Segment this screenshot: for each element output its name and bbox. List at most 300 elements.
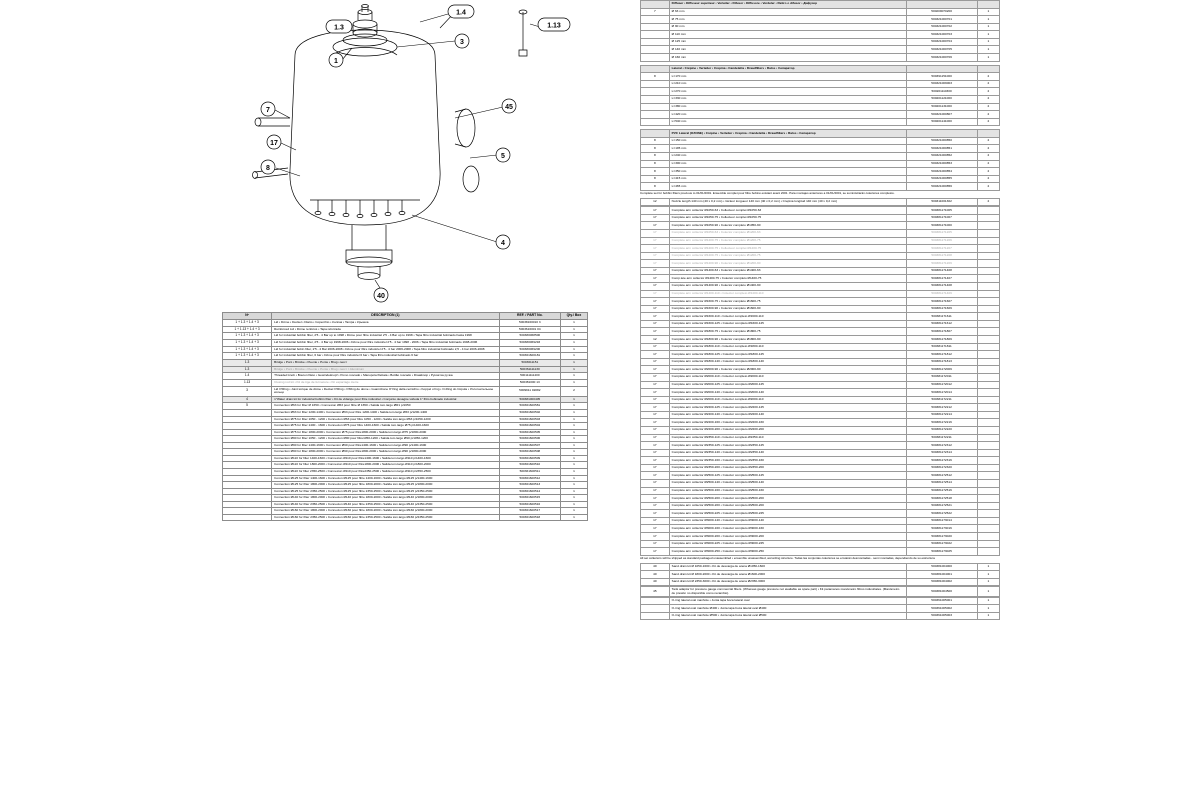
- item-reference: 500381171007: [906, 214, 977, 222]
- part-qty: 1: [560, 423, 587, 430]
- part-qty: 1: [560, 379, 587, 386]
- diffuser-table: [640, 0, 1000, 62]
- table-row: [641, 31, 1000, 39]
- table-row: [641, 38, 1000, 46]
- item-description: L=350 mm: [669, 168, 906, 176]
- item-description: Complete arm collector Ø3000-140 • Colector completo Ø3000-140: [669, 517, 906, 525]
- table-row: [641, 540, 1000, 548]
- item-qty: [977, 404, 999, 412]
- col-description: DESCRIPTION (1): [272, 313, 500, 320]
- item-description: Complete arm collector Ø1400-110 • Colector completo Ø1400-110: [669, 290, 906, 298]
- part-qty: 1: [560, 326, 587, 333]
- item-qty: [977, 229, 999, 237]
- svg-text:1.13: 1.13: [547, 22, 561, 30]
- item-description: Complete arm collector Ø3000-250 • Colector completo Ø3000-250: [669, 548, 906, 556]
- item-reference: 500381171208: [906, 252, 977, 260]
- table-row: [641, 351, 1000, 359]
- table-row: [641, 517, 1000, 525]
- part-qty: 1: [560, 455, 587, 462]
- item-description: Complete arm collector Ø2500-200 • Colector completo Ø2500-200: [669, 502, 906, 510]
- table-row: [641, 419, 1000, 427]
- item-qty: 1: [977, 54, 999, 62]
- table-row: [641, 533, 1000, 541]
- part-qty: 1: [560, 482, 587, 489]
- part-reference: 500380069293: [499, 339, 560, 346]
- table-row: [641, 366, 1000, 374]
- item-qty: 1: [977, 23, 999, 31]
- svg-text:7: 7: [266, 107, 270, 114]
- part-qty: 1: [560, 366, 587, 373]
- item-number: 17: [641, 548, 670, 556]
- part-description: Connection Ø140 for filter 1800-2000 • Connexion Ø140 pour filtre 1800-2000 • Salida tom.largo Ø140 p/1800-2000: [272, 495, 500, 502]
- item-reference: 500381172518: [906, 495, 977, 503]
- item-number: [641, 118, 670, 126]
- part-number: 1 + 1.13 + 1.4 + 3: [223, 326, 272, 333]
- table-row: [641, 237, 1000, 245]
- item-description: Complete arm collector Ø1600-110 • Colector completo Ø1600-110: [669, 313, 906, 321]
- part-reference: 500111111400: [499, 373, 560, 380]
- part-description: Connection Ø90 for filter 1050 - 1200 • Connexion Ø90 pour filtre1050-1200 • Salida tom.largo Ø90 p/1050-1200: [272, 436, 500, 443]
- table-row: [641, 290, 1000, 298]
- item-qty: 2: [977, 175, 999, 183]
- oring-table: [640, 597, 1000, 621]
- item-qty: 2: [977, 103, 999, 111]
- table-row: [641, 152, 1000, 160]
- item-number: 17: [641, 245, 670, 253]
- table-row: [641, 118, 1000, 126]
- item-description: Complete arm collector Ø1400-63 • Colector completo Ø1400-63: [669, 267, 906, 275]
- table-row: [641, 222, 1000, 230]
- part-qty: 1: [560, 429, 587, 436]
- item-reference: 500381172312: [906, 442, 977, 450]
- part-description: Lid for industrial bobin filter, 2'5 - 4 Bar 2006-2008 • Dôme pour filtre industriel 2'5 - 4 bar 2006-2008 • Tapa filtro industrial bobinado 2,5 - 4 bar 2006-2008: [272, 346, 500, 353]
- item-description: Complete arm collector Ø2500-125 • Colector completo Ø2500-125: [669, 472, 906, 480]
- item-number: 17: [641, 517, 670, 525]
- item-description: Complete arm collector Ø1200-75 • Colector completo Ø1200-75: [669, 252, 906, 260]
- part-qty: 1: [560, 488, 587, 495]
- table-row: [223, 403, 588, 410]
- item-number: 17: [641, 449, 670, 457]
- item-reference: 500321000854: [906, 168, 977, 176]
- item-qty: 2: [977, 73, 999, 81]
- item-reference: 500381172011: [906, 373, 977, 381]
- part-qty: 1: [560, 449, 587, 456]
- part-qty: 1: [560, 462, 587, 469]
- item-number: [641, 605, 670, 613]
- part-description: Connection Ø110 for filter 2350-2500 • Connexion Ø110 pour filtre2350-2500 • Salida tom.largo Ø110 p/2350-2500: [272, 468, 500, 475]
- item-qty: [977, 373, 999, 381]
- item-description: L=465 mm: [669, 183, 906, 191]
- item-description: Complete arm collector Ø2200-125 • Colector completo Ø2200-125: [669, 404, 906, 412]
- item-reference: 500381172314: [906, 449, 977, 457]
- item-description: Complete arm collector Ø2000-140 • Colector completo Ø2000-140: [669, 389, 906, 397]
- item-qty: [977, 245, 999, 253]
- table-row: [641, 389, 1000, 397]
- item-reference: 500381172014: [906, 389, 977, 397]
- part-reference: 500361600181: [499, 353, 560, 360]
- table-row: [641, 328, 1000, 336]
- item-reference: 500381004002: [906, 578, 977, 586]
- part-qty: 1: [560, 333, 587, 340]
- item-reference: 500381171408: [906, 267, 977, 275]
- item-description: Complete arm collector Ø2200-200 • Colector completo Ø2200-200: [669, 426, 906, 434]
- table-row: [641, 214, 1000, 222]
- item-qty: [977, 464, 999, 472]
- item-description: L=300 mm: [669, 160, 906, 168]
- item-number: 17: [641, 419, 670, 427]
- item-number: 17: [641, 487, 670, 495]
- item-qty: [977, 336, 999, 344]
- item-qty: 1: [977, 8, 999, 16]
- item-number: 17: [641, 472, 670, 480]
- table-row: [641, 381, 1000, 389]
- table-row: [223, 514, 588, 521]
- table-row: [641, 95, 1000, 103]
- part-reference: 500361600513: [499, 482, 560, 489]
- part-description: Bridge • Pont • Brücke • Puente • Ponte • Brug • мост: [272, 359, 500, 366]
- item-number: 17: [641, 540, 670, 548]
- svg-text:1.4: 1.4: [456, 9, 466, 17]
- item-reference: 500209070200: [906, 8, 977, 16]
- table-row: [641, 207, 1000, 215]
- item-description: Complete arm collector Ø1400-90 • Colector completo Ø1400-90: [669, 282, 906, 290]
- part-qty: 1: [560, 501, 587, 508]
- item-qty: [977, 267, 999, 275]
- item-reference: 500381171209: [906, 260, 977, 268]
- table-row: [223, 396, 588, 403]
- item-qty: 1: [977, 38, 999, 46]
- item-number: 17: [641, 426, 670, 434]
- item-description: Complete arm collector Ø1600-90 • Colector completo Ø1600-90: [669, 305, 906, 313]
- item-number: 17: [641, 381, 670, 389]
- part-number: 5: [223, 403, 272, 410]
- item-reference: 500381171408: [906, 282, 977, 290]
- part-number: 1.4: [223, 373, 272, 380]
- item-qty: [977, 510, 999, 518]
- part-qty: 1: [560, 353, 587, 360]
- item-reference: 500381173022: [906, 540, 977, 548]
- item-reference: 500381171809: [906, 336, 977, 344]
- part-description: Connection Ø125 for filter 2350-2500 • Connexion Ø125 pour filtre 2350-2500 • Salida tom.largo Ø125 p/2350-2500: [272, 488, 500, 495]
- table-row: [223, 346, 588, 353]
- part-description: Lid • Dôme • Deckel • Diario • Coperchio • Колпак • Tampa • Крышка: [272, 319, 500, 326]
- item-number: 8: [641, 160, 670, 168]
- part-reference: 500361600581: [499, 403, 560, 410]
- item-qty: 2: [977, 118, 999, 126]
- item-description: Complete arm collector Ø2350-200 • Colector completo Ø2350-200: [669, 464, 906, 472]
- reference-listing: [640, 0, 1200, 800]
- item-qty: [977, 449, 999, 457]
- item-description: Complete arm collector Ø1050-75 • Collecteur complet Ø1050-75: [669, 214, 906, 222]
- part-description: Threaded knob • Bouton fileté • Gewindeknopf • Pomo roscado • Manopola filettata • Bottão roscado • Draaiknop • Рукоятка ручка: [272, 373, 500, 380]
- table-row: [641, 245, 1000, 253]
- item-qty: [977, 457, 999, 465]
- item-number: 17: [641, 442, 670, 450]
- part-number: 1 + 1.3 + 1.4 + 3: [223, 319, 272, 326]
- table-row: [641, 80, 1000, 88]
- table-row: [641, 510, 1000, 518]
- part-qty: 1: [560, 468, 587, 475]
- svg-text:40: 40: [377, 293, 385, 300]
- item-qty: [977, 426, 999, 434]
- nozzle-desc: Nozzle length 140 mm (40 x 0,2 mm) • Gicleur longueur 140 mm (40 x 0,2 mm) • Crepina longitud 140 mm (40 x 0,2 mm): [669, 198, 906, 206]
- item-reference: 500201141000: [906, 118, 977, 126]
- item-reference: 500381171813: [906, 358, 977, 366]
- part-reference: 500381000 13: [499, 379, 560, 386]
- item-description: O-ring lateral oval manhole Ø400 • Junta tapa boca lateral oval Ø400: [669, 605, 906, 613]
- part-description: Connection Ø75 for filter 1400 - 1600 • Connexion Ø75 pour filtre 1400-1600 • Salida tom.largo Ø75 p/1400-1600: [272, 423, 500, 430]
- item-qty: [977, 298, 999, 306]
- table-row: [641, 434, 1000, 442]
- part-qty: 1: [560, 339, 587, 346]
- table-row: [641, 313, 1000, 321]
- item-qty: [977, 282, 999, 290]
- item-number: 17: [641, 275, 670, 283]
- part-number: [223, 514, 272, 521]
- part-qty: 1: [560, 359, 587, 366]
- table-row: [641, 597, 1000, 605]
- item-description: Ø 75 mm: [669, 16, 906, 24]
- item-number: 8: [641, 73, 670, 81]
- item-reference: 500381171812: [906, 351, 977, 359]
- item-description: L=170 mm: [669, 73, 906, 81]
- part-reference: 500361600515: [499, 495, 560, 502]
- part-number: 1 + 1.3 + 1.4 + 3: [223, 346, 272, 353]
- item-reference: 500361005003: [906, 612, 977, 620]
- item-qty: [977, 275, 999, 283]
- item-number: 17: [641, 351, 670, 359]
- part-description: Lid O'Ring • Joint torique de dôme • Deckel O'Ring • O'Ring de dome • Guarnizione O'Ving della cernichio • Koppel o'ring • O-Ring do Cúpula • Уплотнительное кольцо: [272, 386, 500, 396]
- item-reference: 500321000856: [906, 183, 977, 191]
- item-reference: 500381171609: [906, 305, 977, 313]
- diffuser-header-row: [641, 1, 1000, 9]
- item-reference: 500321000850: [906, 137, 977, 145]
- item-reference: 500201121000: [906, 95, 977, 103]
- col-number: Nº: [223, 313, 272, 320]
- item-number: [641, 103, 670, 111]
- item-description: Complete arm collector Ø1050-90 • Colector completo Ø1050-90: [669, 222, 906, 230]
- svg-text:1: 1: [334, 58, 338, 65]
- item-qty: 1: [977, 31, 999, 39]
- table-row: [641, 168, 1000, 176]
- part-description: Reinforced Lid • Dôme renforcé • Tapa reforzada: [272, 326, 500, 333]
- table-row: [641, 282, 1000, 290]
- item-reference: 500381172211: [906, 396, 977, 404]
- item-description: Complete arm collector Ø1800-90 • Colector completo Ø1800-90: [669, 336, 906, 344]
- diffuser-header-desc: Diffuser • Diffuseur supérieur • Verteiler • Difusor • Diffusore • Verdeler • Retiro o difusor • Дифузор: [669, 1, 906, 9]
- item-qty: 2: [977, 137, 999, 145]
- item-qty: [977, 320, 999, 328]
- part-reference: 500361600503: [499, 416, 560, 423]
- item-qty: [977, 540, 999, 548]
- part-qty: 2: [560, 386, 587, 396]
- item-qty: 2: [977, 152, 999, 160]
- lateral-table: [640, 65, 1000, 127]
- item-qty: [977, 389, 999, 397]
- item-number: 40: [641, 578, 670, 586]
- item-qty: 1: [977, 605, 999, 613]
- item-number: 17: [641, 495, 670, 503]
- table-row: [641, 502, 1000, 510]
- item-reference: 500381172521: [906, 502, 977, 510]
- item-number: [641, 95, 670, 103]
- item-reference: 500381172216: [906, 419, 977, 427]
- part-description: Connection Ø140 for filter 2350-2500 • Connexion Ø140 pour filtre 2350-2500 • Salida tom.largo Ø140 p/2350-2500: [272, 501, 500, 508]
- item-qty: 1: [977, 578, 999, 586]
- item-number: [641, 80, 670, 88]
- item-qty: [977, 419, 999, 427]
- part-qty: 1: [560, 396, 587, 403]
- item-reference: 500381171607: [906, 298, 977, 306]
- part-description: Connection Ø110 for filter 1400-1600 • Connexion Ø110 pour filtre1400-1600 • Salida tom.largo Ø110 p/1400-1600: [272, 455, 500, 462]
- parts-table-header-row: [223, 313, 588, 320]
- table-row: [223, 339, 588, 346]
- table-row: [641, 54, 1000, 62]
- table-row: [641, 487, 1000, 495]
- item-qty: [977, 487, 999, 495]
- part-qty: 1: [560, 442, 587, 449]
- table-row: [641, 358, 1000, 366]
- item-description: Complete arm collector Ø2200-140 • Colector completo Ø2200-140: [669, 411, 906, 419]
- item-qty: [977, 351, 999, 359]
- part-description: Lid for industrial bobbin filter, 6 bar • Dôme pour filtre industriel 6 bar • Tapa filtro industrial bobinado 6 bar: [272, 353, 500, 360]
- item-number: 17: [641, 464, 670, 472]
- part-qty: 1: [560, 403, 587, 410]
- item-description: Complete arm collector Ø2000-110 • Colector completo Ø2000-110: [669, 396, 906, 404]
- item-number: 17: [641, 298, 670, 306]
- item-description: Ø 90 mm: [669, 23, 906, 31]
- table-row: [641, 404, 1000, 412]
- nozzle-ref: 500311001302: [906, 198, 977, 206]
- item-number: [641, 31, 670, 39]
- item-reference: 500381172516: [906, 487, 977, 495]
- item-number: 8: [641, 152, 670, 160]
- col-reference: REF. / PART No.: [499, 313, 560, 320]
- item-reference: 500381171612: [906, 320, 977, 328]
- item-description: Comp.lete arm collector Ø1400-75 • Colector completo Ø1400-75: [669, 275, 906, 283]
- item-number: 17: [641, 267, 670, 275]
- table-row: [641, 260, 1000, 268]
- part-qty: 1: [560, 410, 587, 417]
- svg-text:1.3: 1.3: [334, 24, 344, 32]
- item-description: Ø 63 mm: [669, 8, 906, 16]
- item-number: [641, 88, 670, 96]
- item-number: 17: [641, 328, 670, 336]
- table-row: [641, 305, 1000, 313]
- item-reference: 500381172012: [906, 381, 977, 389]
- item-reference: 500321000702: [906, 23, 977, 31]
- item-reference: 500321000853: [906, 160, 977, 168]
- item-number: 17: [641, 373, 670, 381]
- item-description: Sand drain kit Ø 2350-3000 • Kit de descarga de arena Ø2350-3000: [669, 578, 906, 586]
- item-qty: 1: [977, 563, 999, 571]
- collector-shipping-note: All set collectors will be shipped as standard packaged unassembled • ensemble unassembled, according structure. Todas las conjuntas colectores se enviarán desmontadas - semi montadas, dependiendo de su estructura: [640, 556, 935, 561]
- item-reference: 500381171206: [906, 237, 977, 245]
- item-description: L=270 mm: [669, 88, 906, 96]
- item-number: 17: [641, 260, 670, 268]
- part-description: Connection Ø90 for filter 1400-1600 • Connexion Ø90 pour filtre1400-1600 • Salida tom.largo Ø90 p/1400-1600: [272, 442, 500, 449]
- item-description: Complete arm collector Ø2200-160 • Colector completo Ø2200-160: [669, 419, 906, 427]
- item-reference: 500361005001: [906, 597, 977, 605]
- part-reference: 500380068500: [499, 333, 560, 340]
- item-description: Sand drain kit Ø 1800-2000 • Kit de descarga de arena Ø1600-2000: [669, 571, 906, 579]
- part-description: Connection Ø160 for filter 2350-2500 • Connexion Ø160 pour filtre 2350-2500 • Salida tom.largo Ø160 p/2350-2500: [272, 514, 500, 521]
- item-description: Complete arm collector Ø1800-125 • Colector completo Ø1800-125: [669, 351, 906, 359]
- item-qty: 2: [977, 168, 999, 176]
- item-reference: 500381172512: [906, 472, 977, 480]
- item-description: Complete arm collector Ø1800-140 • Colector completo Ø1800-140: [669, 358, 906, 366]
- table-row: [641, 612, 1000, 620]
- svg-text:5: 5: [501, 153, 505, 160]
- part-reference: 500361600509: [499, 455, 560, 462]
- collectors-table: [640, 206, 1000, 556]
- pvc-lateral-table: [640, 129, 1000, 191]
- part-reference: 500380069200: [499, 346, 560, 353]
- item-qty: [977, 411, 999, 419]
- item-number: 17: [641, 358, 670, 366]
- item-description: L=540 mm: [669, 118, 906, 126]
- item-number: [641, 111, 670, 119]
- part-reference: 5003616001 04: [499, 326, 560, 333]
- item-number: 17: [641, 396, 670, 404]
- part-reference: 5003611151: [499, 359, 560, 366]
- pvc-header-ref: [906, 130, 977, 138]
- item-reference: 500321009003: [906, 80, 977, 88]
- item-description: Complete arm collector Ø2000-125 • Colector completo Ø2000-125: [669, 381, 906, 389]
- table-row: [641, 525, 1000, 533]
- item-description: Complete arm collector Ø2000-90 • Colector completo Ø2000-90: [669, 366, 906, 374]
- item-reference: 500381173020: [906, 533, 977, 541]
- table-row: [641, 88, 1000, 96]
- part-description: Connection Ø160 for filter 1800-2000 • Connexion Ø160 pour filtre 1800-2000 • Salida tom.largo Ø160 p/1800-2000: [272, 508, 500, 515]
- pvc-header-no: [641, 130, 670, 138]
- item-number: 17: [641, 457, 670, 465]
- part-description: Connection Ø125 for filter 1800-2000 • Connexion Ø125 pour filtre 1800-2000 • Salida tom.largo Ø125 p/1800-2000: [272, 482, 500, 489]
- part-qty: 1: [560, 514, 587, 521]
- item-qty: [977, 533, 999, 541]
- item-number: 17: [641, 366, 670, 374]
- table-row: [641, 175, 1000, 183]
- parts-table: [222, 312, 588, 521]
- table-row: [641, 426, 1000, 434]
- item-qty: [977, 328, 999, 336]
- part-description: Connection Ø63 for filter 1200-1400 • Connexion Ø63 pour filtre 1200-1400 • Salida tom.largo Ø63 p/1200-1400: [272, 410, 500, 417]
- tank-adaptor-ref: 500381004500: [906, 587, 977, 596]
- table-row: [223, 359, 588, 366]
- part-number: 1 + 1.3 + 1.4 + 3: [223, 339, 272, 346]
- svg-text:4: 4: [501, 240, 505, 247]
- item-description: L=380 mm: [669, 103, 906, 111]
- item-description: Ø 125 mm: [669, 38, 906, 46]
- pvc-lateral-header-row: [641, 130, 1000, 138]
- pvc-header-desc: PVC Lateral (OZONE) • Crépine • Verteiler • Crepina • Candeletta • Draadfilters • Ralos • Сепаратор: [669, 130, 906, 138]
- part-reference: 500361600507: [499, 442, 560, 449]
- item-qty: 1: [977, 571, 999, 579]
- table-row: [641, 472, 1000, 480]
- sand-drain-table: [640, 563, 1000, 587]
- nozzle-no: 12: [641, 198, 670, 206]
- item-qty: 1: [977, 46, 999, 54]
- item-reference: 500361005002: [906, 605, 977, 613]
- item-reference: 500381171811: [906, 343, 977, 351]
- table-row: [641, 73, 1000, 81]
- tank-adaptor-table: [640, 586, 1000, 596]
- table-row: [641, 252, 1000, 260]
- item-reference: 500381173025: [906, 548, 977, 556]
- item-qty: [977, 472, 999, 480]
- part-reference: 500361600511: [499, 468, 560, 475]
- item-description: Complete arm collector Ø2000-110 • Colector completo Ø2000-110: [669, 373, 906, 381]
